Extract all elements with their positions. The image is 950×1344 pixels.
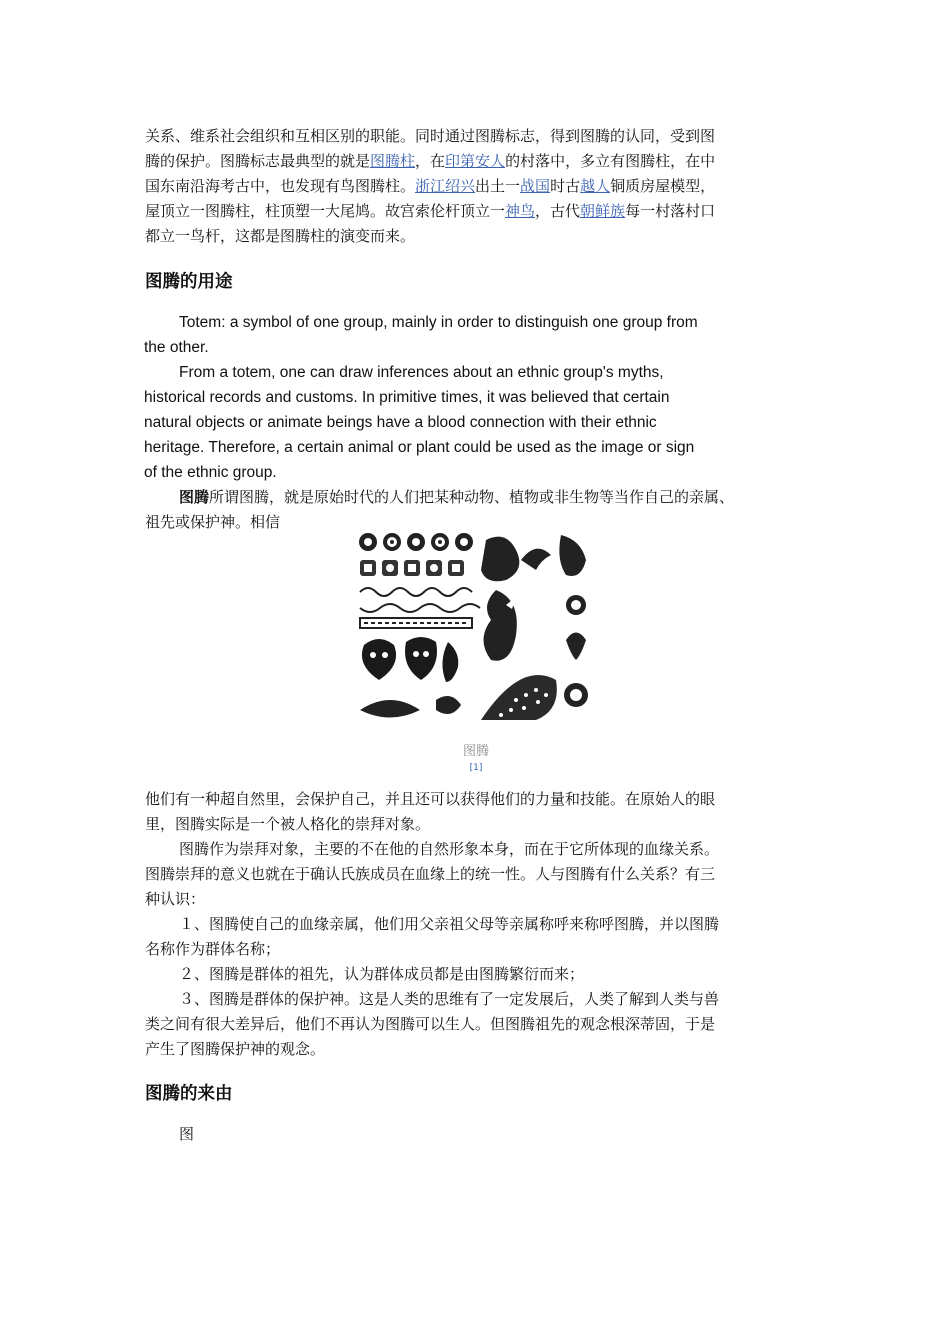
paragraph-line (145, 224, 815, 249)
paragraph-line: 图腾作为崇拜对象，主要的不在他的自然形象本身，而在于它所体现的血缘关系。 (179, 840, 720, 858)
paragraph-line: of the ethnic group. (144, 464, 277, 481)
link-shaoxing[interactable]: 浙江绍兴 (415, 177, 476, 195)
link-indians[interactable]: 印第安人 (445, 152, 506, 170)
text-span: ，在 (415, 152, 446, 170)
paragraph-line (179, 485, 849, 510)
paragraph-line (145, 199, 815, 224)
text-span: 铜质房屋模型， (610, 177, 716, 195)
text-span: 都立一鸟杆，这都是图腾柱的演变而来。 (145, 227, 416, 245)
paragraph-line: historical records and customs. In primitive times, it was believed that certain (144, 389, 670, 406)
paragraph-line: Totem: a symbol of one group, mainly in order to distinguish one group from (179, 314, 698, 331)
text-span: 腾的保护。图腾标志最典型的就是 (145, 152, 371, 170)
text-span: 关系、维系社会组织和互相区别的职能。同时通过图腾标志，得到图腾的认同，受到图 (145, 127, 716, 145)
figure-caption: 图腾 (462, 744, 489, 759)
text-span: ，古代 (535, 202, 581, 220)
text-span: 国东南沿海考古中，也发现有鸟图腾柱。 (145, 177, 416, 195)
paragraph-line (145, 149, 815, 174)
paragraph-line: ３、图腾是群体的保护神。这是人类的思维有了一定发展后，人类了解到人类与兽 (179, 990, 720, 1008)
paragraph-line: 图 (179, 1125, 195, 1143)
paragraph-line: 图腾崇拜的意义也就在于确认氏族成员在血缘上的统一性。人与图腾有什么关系？有三 (145, 865, 716, 883)
paragraph-line: 种认识： (145, 890, 206, 908)
paragraph-line: the other. (144, 339, 209, 356)
text-span: 出土一 (475, 177, 521, 195)
paragraph-line: 类之间有很大差异后，他们不再认为图腾可以生人。但图腾祖先的观念根深蒂固，于是 (145, 1015, 716, 1033)
reference-link[interactable]: [1] (469, 763, 483, 773)
bold-term: 图腾 (179, 488, 210, 506)
link-warring-states[interactable]: 战国 (520, 177, 551, 195)
paragraph-line: natural objects or animate beings have a blood connection with their ethnic (144, 414, 657, 431)
paragraph-line: １、图腾使自己的血缘亲属，他们用父亲祖父母等亲属称呼来称呼图腾，并以图腾 (179, 915, 720, 933)
paragraph-line: 名称作为群体名称； (145, 940, 281, 958)
link-divine-bird[interactable]: 神鸟 (505, 202, 536, 220)
text-span: 所谓图腾，就是原始时代的人们把某种动物、植物或非生物等当作自己的亲属、 (209, 488, 735, 506)
section-heading: 图腾的来由 (145, 1084, 233, 1104)
link-yue-people[interactable]: 越人 (580, 177, 611, 195)
text-span: 时古 (550, 177, 581, 195)
paragraph-line: heritage. Therefore, a certain animal or plant could be used as the image or sign (144, 439, 695, 456)
text-span: 每一村落村口 (625, 202, 716, 220)
totem-patterns-illustration (356, 530, 596, 730)
paragraph-line: From a totem, one can draw inferences about an ethnic group's myths, (179, 364, 664, 381)
paragraph-line (145, 174, 815, 199)
totem-image[interactable] (356, 530, 596, 730)
text-span: 的村落中，多立有图腾柱，在中 (505, 152, 716, 170)
section-heading: 图腾的用途 (145, 272, 233, 292)
link-korean-ethnic[interactable]: 朝鲜族 (580, 202, 626, 220)
paragraph-line: 祖先或保护神。相信 (145, 513, 281, 531)
paragraph-line: ２、图腾是群体的祖先，认为群体成员都是由图腾繁衍而来； (179, 965, 585, 983)
link-totem-pole[interactable]: 图腾柱 (370, 152, 416, 170)
paragraph-line (145, 124, 815, 149)
paragraph-line: 里，图腾实际是一个被人格化的崇拜对象。 (145, 815, 431, 833)
paragraph-line: 他们有一种超自然里，会保护自己，并且还可以获得他们的力量和技能。在原始人的眼 (145, 790, 716, 808)
paragraph-line: 产生了图腾保护神的观念。 (145, 1040, 326, 1058)
text-span: 屋顶立一图腾柱，柱顶塑一大尾鸠。故宫索伦杆顶立一 (145, 202, 506, 220)
